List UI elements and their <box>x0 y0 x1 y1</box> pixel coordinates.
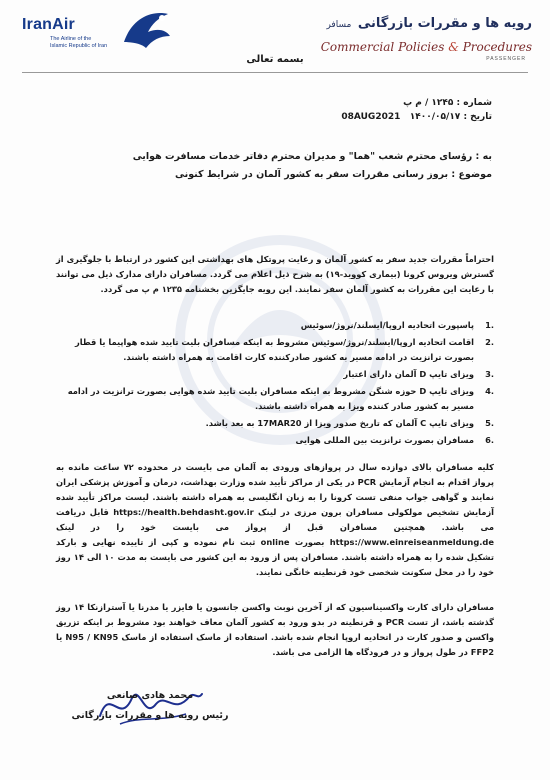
besmeh-heading: بسمه تعالی <box>246 54 304 65</box>
passenger-label: PASSENGER <box>486 56 526 62</box>
list-item: .5 ویزای تایپ C آلمان که تاریخ صدور ویزا از 17MAR20 به بعد باشد. <box>205 418 494 428</box>
pcr-paragraph: کلیه مسافران بالای دوازده سال در پروازهای ورودی به آلمان می بایست در محدوده ۷۲ ساعت مانده به پرواز اقدام به انجام آزمایش PCR در یکی از مراکز تأیید شده وزارت بهداشت، درمان و آموزش پزشکی ایران نمایند و گواهی جواب منفی تست کرونا را به زبان انگلیسی به همراه داشته باشند. لیست مراکز تأیید شده آزمایش تشخیص مولکولی مسافران برون مرزی در لینک https://health.behdasht.gov.ir قابل دریافت می باشد. همچنین مسافران قبل از پرواز می بایست خود را در لینک https://www.einreiseanmeldung.de بصورت online ثبت نام نموده و کپی از تاییده نهایی و بارکد تشکیل شده را به همراه داشته باشند. مسافران پس از ورود به این کشور می بایست به مدت ۱۰ الی ۱۴ روز خود را در محل سکونت شخصی خود قرنطینه خانگی نمایند. <box>56 462 495 577</box>
signatory-title: رئیس رویه ها و مقررات بازرگانی <box>71 710 229 721</box>
department-title-en: Commercial Policies & Procedures <box>320 40 532 54</box>
signatory-name: محمد هادی صانعی <box>106 690 194 701</box>
requirements-list <box>56 318 494 450</box>
letter-number: شماره : ۱۲۴۵ / م پ <box>403 98 492 108</box>
intro-paragraph: احتراماً مقررات جدید سفر به کشور آلمان و رعایت پروتکل های بهداشتی این کشور در ارتباط با جلوگیری از گسترش ویروس کرونا (بیماری کووید-۱۹) به شرح ذیل اعلام می گردد. مسافران دارای مدارک ذیل می توانند با رعایت این مقررات به کشور آلمان سفر نمایند. این رویه جایگزین بخشنامه ۱۲۳۵ م پ می گردد. <box>56 254 494 294</box>
header-divider <box>22 72 528 73</box>
homa-bird-logo <box>118 8 174 52</box>
letter-address <box>133 148 492 184</box>
list-item: .2 اقامت اتحادیه اروپا/ایسلند/نروژ/سوئیس مشروط به اینکه مسافران بلیت تایید شده هواپیما یا قطار بصورت ترانزیت در ادامه مسیر به کشور صادرکننده کارت اقامت به همراه داشته باشند. <box>74 337 494 362</box>
subject-line: موضوع : بروز رسانی مقررات سفر به کشور آلمان در شرایط کنونی <box>175 169 492 180</box>
airline-logo-name: IranAir <box>22 16 75 33</box>
list-item: .4 ویزای تایپ D حوزه شنگن مشروط به اینکه مسافران بلیت تایید شده هوایی بصورت ترانزیت در ادامه مسیر به کشور صادر کننده ویزا به همراه داشته باشند. <box>67 386 494 411</box>
recipient-line: به : رؤسای محترم شعب "هما" و مدیران محترم دفاتر خدمات مسافرت هوایی <box>132 151 492 162</box>
department-title-fa: رویه ها و مقررات بازرگانی مسافر <box>326 16 532 31</box>
list-item: .3 ویزای تایپ D آلمان دارای اعتبار <box>343 369 494 379</box>
list-item: .1 پاسپورت اتحادیه اروپا/ایسلند/نروژ/سوئیس <box>300 320 494 330</box>
handwritten-signature <box>90 676 210 736</box>
vaccination-paragraph: مسافران دارای کارت واکسیناسیون که از آخرین نوبت واکسن جانسون یا فایزر یا مدرنا یا آسترازنکا ۱۴ روز گذشته باشد، از تست PCR و قرنطینه در بدو ورود به کشور آلمان معاف خواهند بود مشروط بر اینکه تزریق واکسن و صدور کارت در اتحادیه اروپا انجام شده باشد. استفاده از ماسک استفاده از ماسک N95 / KN95 یا FFP2 در طول پرواز و در فرودگاه ها الزامی می باشد. <box>56 602 495 657</box>
letter-date: تاریخ : ۱۴۰۰/۰۵/۱۷ 08AUG2021 <box>341 112 492 122</box>
list-item: .6 مسافران بصورت ترانزیت بین المللی هوایی <box>295 435 494 445</box>
letter-meta <box>341 96 492 124</box>
airline-tagline: The Airline of the Islamic Republic of Iran <box>50 36 108 49</box>
